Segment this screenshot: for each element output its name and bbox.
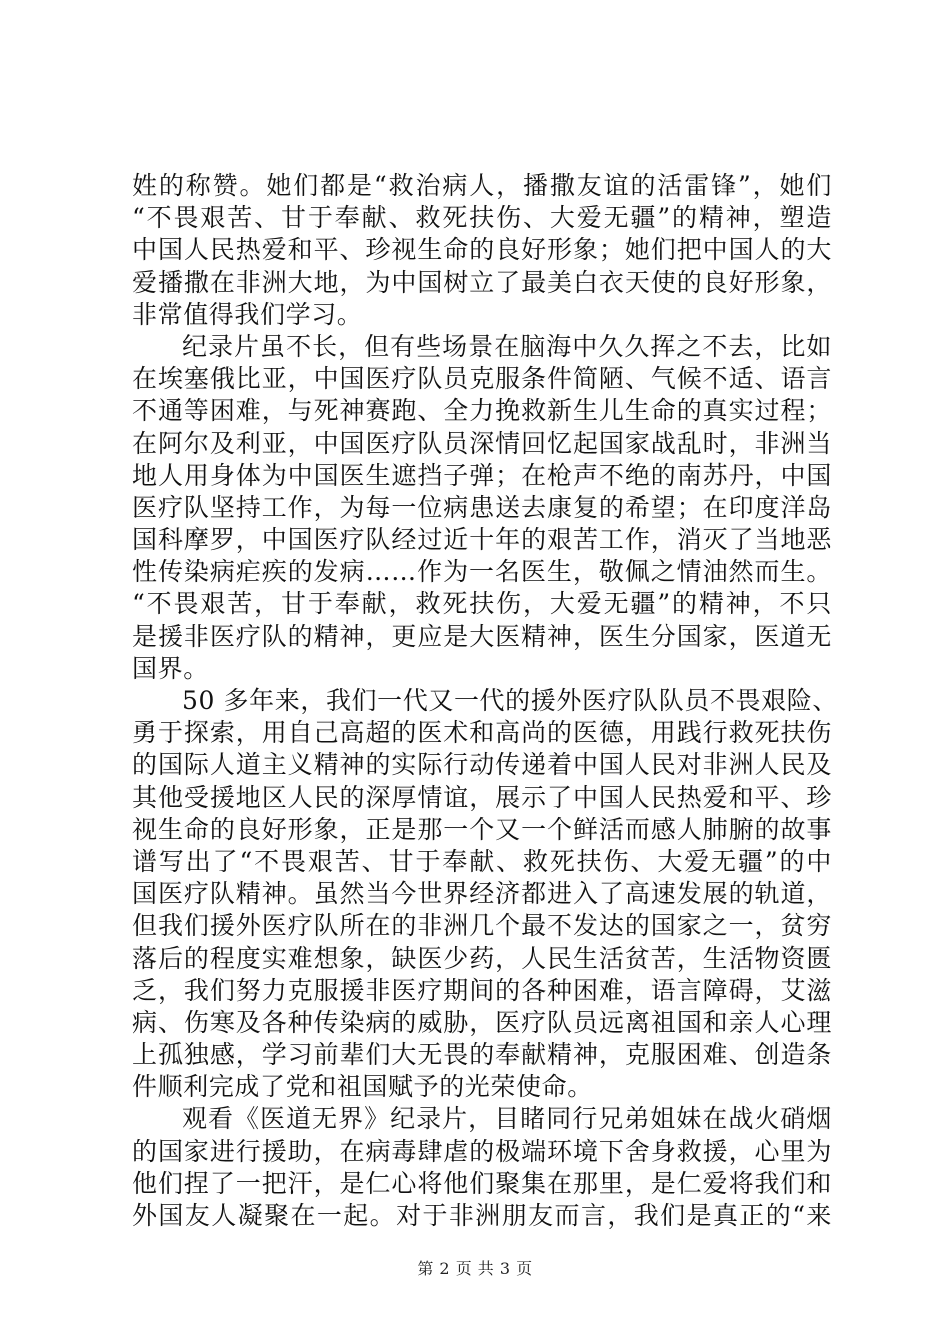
text-line: 姓的称赞。她们都是“救治病人，播撒友谊的活雷锋”，她们: [132, 171, 832, 200]
text-line: 医疗队坚持工作，为每一位病患送去康复的希望；在印度洋岛: [132, 492, 832, 522]
page-footer: 第 2 页 共 3 页: [417, 1259, 533, 1278]
text-line: 病、伤寒及各种传染病的威胁，医疗队员远离祖国和亲人心理: [132, 1007, 832, 1037]
text-line: 在埃塞俄比亚，中国医疗队员克服条件简陋、气候不适、语言: [132, 364, 832, 394]
text-line: 外国友人凝聚在一起。对于非洲朋友而言，我们是真正的“来: [132, 1201, 832, 1230]
text-line: 的国家进行援助，在病毒肆虐的极端环境下舍身救援，心里为: [132, 1136, 832, 1166]
text-line: 勇于探索，用自己高超的医术和高尚的医德，用践行救死扶伤: [132, 718, 832, 748]
text-line: 件顺利完成了党和祖国赋予的光荣使命。: [132, 1072, 593, 1102]
text-line: 是援非医疗队的精神，更应是大医精神，医生分国家，医道无: [132, 621, 832, 651]
text-line: 落后的程度实难想象，缺医少药，人民生活贫苦，生活物资匮: [132, 943, 832, 973]
text-line: 不通等困难，与死神赛跑、全力挽救新生儿生命的真实过程；: [132, 396, 832, 426]
text-line: 他们捏了一把汗，是仁心将他们聚集在那里，是仁爱将我们和: [132, 1168, 832, 1198]
text-line: 国界。: [132, 653, 209, 683]
text-line: 的国际人道主义精神的实际行动传递着中国人民对非洲人民及: [132, 750, 832, 780]
text-line: 国科摩罗，中国医疗队经过近十年的艰苦工作，消灭了当地恶: [132, 525, 832, 555]
text-line: 其他受援地区人民的深厚情谊，展示了中国人民热爱和平、珍: [132, 782, 832, 812]
text-line: 视生命的良好形象，正是那一个又一个鲜活而感人肺腑的故事: [132, 814, 832, 844]
text-line: 但我们援外医疗队所在的非洲几个最不发达的国家之一，贫穷: [132, 911, 832, 941]
text-line: 中国人民热爱和平、珍视生命的良好形象；她们把中国人的大: [132, 235, 832, 265]
text-line: “不畏艰苦，甘于奉献，救死扶伤，大爱无疆”的精神，不只: [132, 589, 832, 619]
text-line: 50 多年来，我们一代又一代的援外医疗队队员不畏艰险、: [182, 686, 838, 715]
text-line: 谱写出了“不畏艰苦、甘于奉献、救死扶伤、大爱无疆”的中: [132, 846, 832, 876]
text-line: 乏，我们努力克服援非医疗期间的各种困难，语言障碍，艾滋: [132, 975, 832, 1005]
text-line: 国医疗队精神。虽然当今世界经济都进入了高速发展的轨道，: [132, 879, 832, 909]
text-line: 纪录片虽不长，但有些场景在脑海中久久挥之不去，比如: [182, 331, 832, 361]
text-line: 非常值得我们学习。: [132, 299, 363, 329]
text-line: 性传染病疟疾的发病……作为一名医生，敬佩之情油然而生。: [132, 557, 832, 587]
text-line: 观看《医道无界》纪录片，目睹同行兄弟姐妹在战火硝烟: [182, 1104, 832, 1134]
text-line: 爱播撒在非洲大地，为中国树立了最美白衣天使的良好形象，: [132, 267, 832, 297]
text-line: 上孤独感，学习前辈们大无畏的奉献精神，克服困难、创造条: [132, 1040, 832, 1070]
text-line: “不畏艰苦、甘于奉献、救死扶伤、大爱无疆”的精神，塑造: [132, 203, 832, 233]
text-line: 在阿尔及利亚，中国医疗队员深情回忆起国家战乱时，非洲当: [132, 428, 832, 458]
text-line: 地人用身体为中国医生遮挡子弹；在枪声不绝的南苏丹，中国: [132, 460, 832, 490]
document-body: [132, 170, 838, 1232]
